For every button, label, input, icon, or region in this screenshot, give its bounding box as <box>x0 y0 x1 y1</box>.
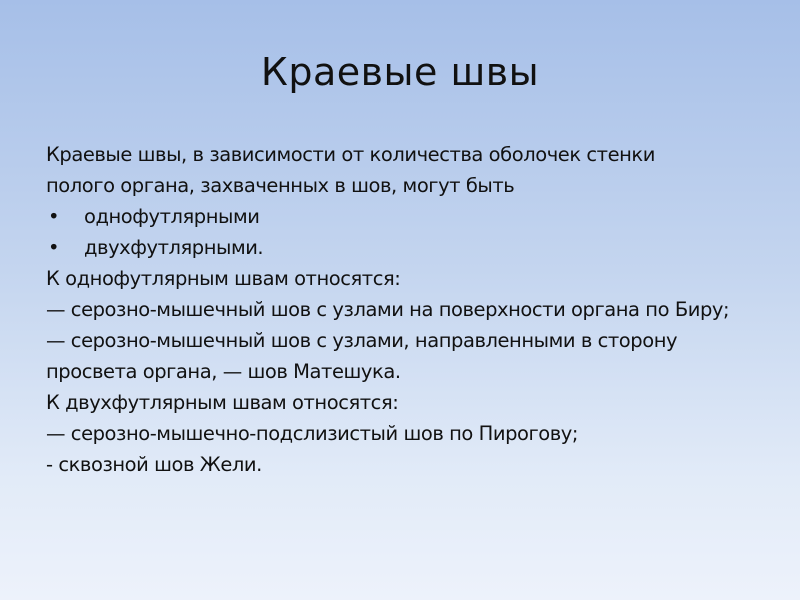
single-case-item-bir: — серозно-мышечный шов с узлами на поверхности органа по Биру; <box>46 298 730 321</box>
double-case-item-pirogov: — серозно-мышечно-подслизистый шов по Пирогову; <box>46 422 579 445</box>
double-case-item-zheli: - сквозной шов Жели. <box>46 453 262 476</box>
bullet-marker: • <box>48 205 60 228</box>
single-case-heading: К однофутлярным швам относятся: <box>46 267 401 290</box>
single-case-item-mateshuk-continuation: просвета органа, — шов Матешука. <box>46 360 401 383</box>
bullet-item-double-case <box>46 235 746 260</box>
intro-text-line-1: Краевые швы, в зависимости от количества оболочек стенки <box>46 143 655 166</box>
bullet-item-single-case <box>46 204 746 229</box>
intro-text-line-2: полого органа, захваченных в шов, могут быть <box>46 174 515 197</box>
bullet-text: однофутлярными <box>84 205 260 228</box>
slide-title: Краевые швы <box>260 50 540 94</box>
single-case-item-mateshuk: — серозно-мышечный шов с узлами, направленными в сторону <box>46 329 678 352</box>
slide-body <box>46 142 746 483</box>
bullet-marker: • <box>48 236 60 259</box>
bullet-text: двухфутлярными. <box>84 236 264 259</box>
double-case-heading: К двухфутлярным швам относятся: <box>46 391 399 414</box>
